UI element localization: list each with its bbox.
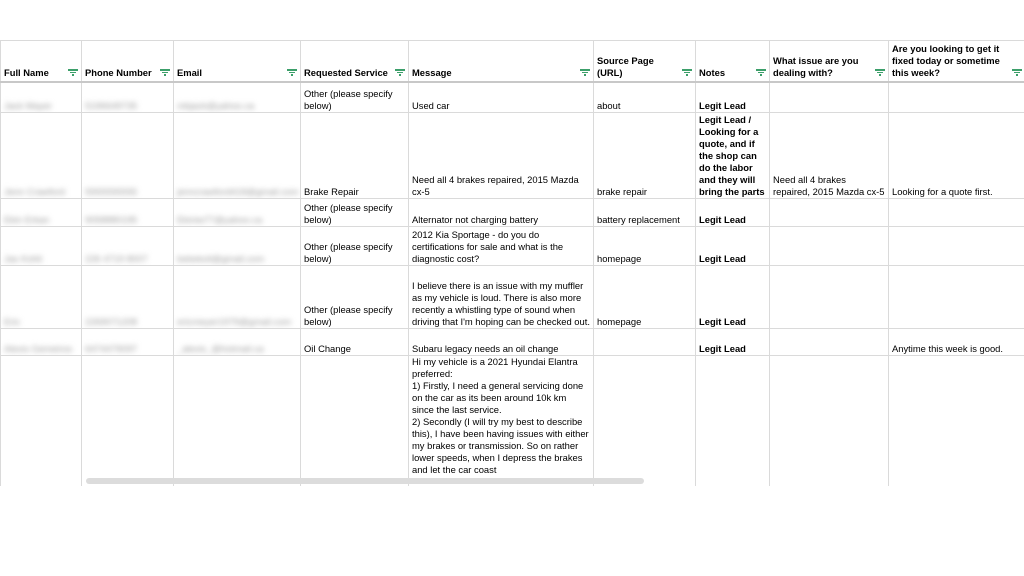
cell-phone[interactable] [82, 198, 174, 226]
cell-text: Legit Lead [699, 99, 746, 111]
cell-text: Used car [412, 99, 450, 111]
cell-text: Legit Lead [699, 252, 746, 264]
cell-text: Need all 4 brakes repaired, 2015 Mazda cx-5 [773, 173, 885, 197]
table-row [1, 82, 1024, 112]
table-row [1, 355, 1024, 486]
cell-text: Hi my vehicle is a 2021 Hyundai Elantra preferred: 1) Firstly, I need a general servicing done on the car as its been around 10k km since the last service. 2) Secondly (I will try my best to describe this), I have been having issues with either my brakes or transmission. So on rather lower speeds, when I depress the brakes and let the car coast [412, 355, 589, 475]
redacted-text: Ekin Erkan [4, 213, 50, 225]
filter-icon[interactable] [682, 69, 692, 76]
redacted-text: 6474479097 [85, 342, 138, 354]
cell-timing[interactable] [889, 198, 1024, 226]
cell-message[interactable] [409, 328, 594, 355]
cell-text: brake repair [597, 185, 648, 197]
cell-text: Other (please specify below) [304, 240, 393, 264]
cell-phone[interactable] [82, 328, 174, 355]
cell-notes[interactable] [696, 226, 770, 265]
cell-timing[interactable] [889, 112, 1024, 198]
table-row [1, 112, 1024, 198]
header-label: What issue are you dealing with? [773, 55, 859, 78]
cell-text: Legit Lead [699, 213, 746, 225]
cell-text: Need all 4 brakes repaired, 2015 Mazda cx-5 [412, 173, 579, 197]
cell-timing[interactable] [889, 226, 1024, 265]
cell-issue[interactable] [770, 265, 889, 328]
col-header-phone-number[interactable] [82, 41, 174, 83]
cell-source[interactable] [594, 112, 696, 198]
cell-issue[interactable] [770, 198, 889, 226]
cell-source[interactable] [594, 82, 696, 112]
cell-issue[interactable] [770, 355, 889, 486]
col-header-source-page[interactable] [594, 41, 696, 83]
col-header-requested-service[interactable] [301, 41, 409, 83]
redacted-text: 2269071208 [85, 315, 138, 327]
col-header-full-name[interactable] [1, 41, 82, 83]
cell-text: Other (please specify below) [304, 201, 393, 225]
col-header-email[interactable] [174, 41, 301, 83]
header-row [1, 41, 1024, 83]
cell-email[interactable] [174, 328, 301, 355]
cell-text: Alternator not charging battery [412, 213, 539, 225]
cell-service[interactable] [301, 82, 409, 112]
cell-full-name[interactable] [1, 226, 82, 265]
cell-text: battery replacement [597, 213, 680, 225]
cell-email[interactable] [174, 198, 301, 226]
filter-icon[interactable] [756, 69, 766, 76]
cell-text: Anytime this week is good. [892, 342, 1003, 354]
cell-email[interactable] [174, 226, 301, 265]
redacted-text: Ekiniw77@yahoo.ca [177, 213, 263, 225]
cell-text: Subaru legacy needs an oil change [412, 342, 559, 354]
cell-issue[interactable] [770, 82, 889, 112]
cell-email[interactable] [174, 82, 301, 112]
header-label: Requested Service [304, 67, 388, 78]
table-row [1, 328, 1024, 355]
cell-source[interactable] [594, 226, 696, 265]
cell-full-name[interactable] [1, 82, 82, 112]
cell-phone[interactable] [82, 226, 174, 265]
leads-table [0, 40, 1024, 486]
cell-timing[interactable] [889, 328, 1024, 355]
redacted-text: bebekoli@gmail.com [177, 252, 265, 264]
redacted-text: 5555555555 [85, 185, 138, 197]
cell-notes[interactable] [696, 355, 770, 486]
cell-notes[interactable] [696, 112, 770, 198]
cell-issue[interactable] [770, 112, 889, 198]
cell-phone[interactable] [82, 355, 174, 486]
cell-phone[interactable] [82, 112, 174, 198]
cell-message[interactable] [409, 226, 594, 265]
filter-icon[interactable] [1012, 69, 1022, 76]
cell-service[interactable] [301, 112, 409, 198]
cell-service[interactable] [301, 328, 409, 355]
cell-message[interactable] [409, 82, 594, 112]
spreadsheet [0, 40, 1024, 486]
cell-full-name[interactable] [1, 328, 82, 355]
header-label: Are you looking to get it fixed today or sometime this week? [892, 43, 1000, 78]
cell-message[interactable] [409, 112, 594, 198]
cell-text: Looking for a quote first. [892, 185, 993, 197]
filter-icon[interactable] [580, 69, 590, 76]
cell-text: Oil Change [304, 342, 351, 354]
cell-text: homepage [597, 315, 642, 327]
cell-email[interactable] [174, 265, 301, 328]
cell-full-name[interactable] [1, 112, 82, 198]
cell-email[interactable] [174, 355, 301, 486]
redacted-text: Jack Mayer [4, 99, 52, 111]
cell-service[interactable] [301, 198, 409, 226]
cell-source[interactable] [594, 355, 696, 486]
header-label: Source Page (URL) [597, 55, 654, 78]
redacted-text: Eric [4, 315, 21, 327]
cell-service[interactable] [301, 265, 409, 328]
redacted-text: Jenn Crawford [4, 185, 65, 197]
header-label: Message [412, 67, 452, 78]
cell-phone[interactable] [82, 82, 174, 112]
cell-text: Other (please specify below) [304, 87, 393, 111]
redacted-text: ericmeyer1979@gmail.com [177, 315, 292, 327]
redacted-text: 9058880195 [85, 213, 138, 225]
cell-service[interactable] [301, 226, 409, 265]
cell-text: 2012 Kia Sportage - do you do certifications for sale and what is the diagnostic cost? [412, 228, 564, 264]
col-header-message[interactable] [409, 41, 594, 83]
cell-issue[interactable] [770, 328, 889, 355]
header-label: Notes [699, 67, 726, 78]
cell-text: I believe there is an issue with my muffler as my vehicle is loud. There is also more recently a whistling type of sound when driving that I'm hoping can be checked out. [412, 279, 590, 327]
cell-full-name[interactable] [1, 265, 82, 328]
cell-timing[interactable] [889, 82, 1024, 112]
cell-issue[interactable] [770, 226, 889, 265]
cell-text: about [597, 99, 621, 111]
cell-full-name[interactable] [1, 355, 82, 486]
cell-notes[interactable] [696, 265, 770, 328]
table-row [1, 198, 1024, 226]
redacted-text: jenncrawford418@gmail.com [177, 185, 299, 197]
cell-timing[interactable] [889, 355, 1024, 486]
cell-service[interactable] [301, 355, 409, 486]
cell-text: Legit Lead [699, 315, 746, 327]
cell-notes[interactable] [696, 328, 770, 355]
redacted-text: 226 4719 8007 [85, 252, 148, 264]
filter-icon[interactable] [875, 69, 885, 76]
filter-icon[interactable] [287, 69, 297, 76]
cell-source[interactable] [594, 198, 696, 226]
cell-text: Other (please specify below) [304, 303, 393, 327]
col-header-notes[interactable] [696, 41, 770, 83]
redacted-text: 5196649735 [85, 99, 138, 111]
cell-message[interactable] [409, 355, 594, 486]
cell-email[interactable] [174, 112, 301, 198]
table-row [1, 265, 1024, 328]
col-header-issue[interactable] [770, 41, 889, 83]
cell-text: Legit Lead [699, 342, 746, 354]
cell-phone[interactable] [82, 265, 174, 328]
header-label: Email [177, 67, 203, 78]
cell-text: Legit Lead / Looking for a quote, and if the shop can do the labor and they will bring the parts [699, 113, 765, 197]
filter-icon[interactable] [395, 69, 405, 76]
filter-icon[interactable] [68, 69, 78, 76]
horizontal-scrollbar[interactable] [86, 478, 644, 484]
cell-full-name[interactable] [1, 198, 82, 226]
table-row [1, 226, 1024, 265]
header-label: Phone Number [85, 67, 152, 78]
cell-timing[interactable] [889, 265, 1024, 328]
cell-notes[interactable] [696, 82, 770, 112]
header-label: Full Name [4, 67, 49, 78]
cell-text: Brake Repair [304, 185, 359, 197]
redacted-text: _alexis_@hotmail.ca [177, 342, 264, 354]
cell-notes[interactable] [696, 198, 770, 226]
cell-message[interactable] [409, 198, 594, 226]
cell-message[interactable] [409, 265, 594, 328]
redacted-text: Jas Kohli [4, 252, 43, 264]
cell-source[interactable] [594, 328, 696, 355]
redacted-text: Alexis Gemeiros [4, 342, 73, 354]
redacted-text: mbjack@yahoo.ca [177, 99, 255, 111]
cell-source[interactable] [594, 265, 696, 328]
col-header-timing[interactable] [889, 41, 1024, 83]
filter-icon[interactable] [160, 69, 170, 76]
cell-text: homepage [597, 252, 642, 264]
